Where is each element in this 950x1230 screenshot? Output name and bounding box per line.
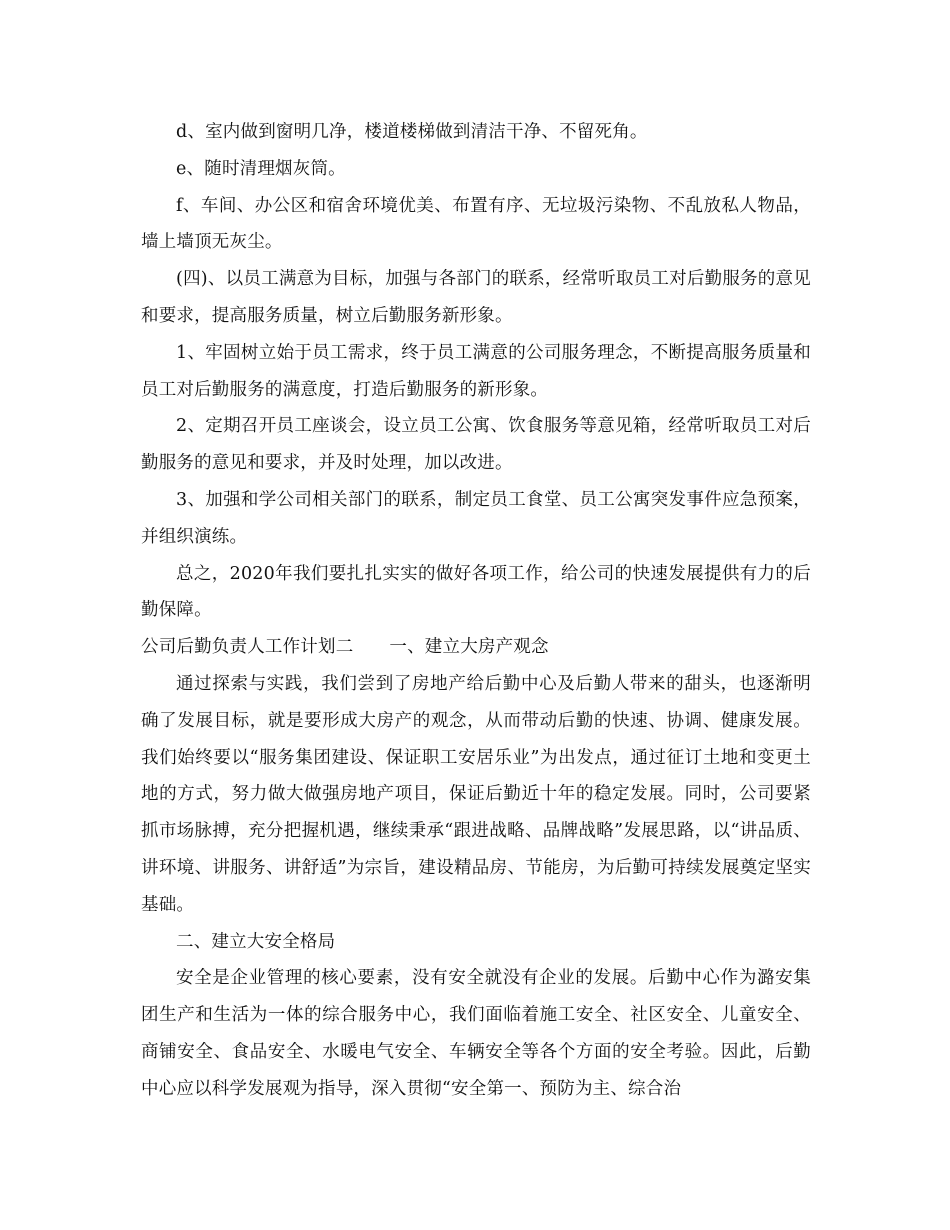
paragraph-summary: 总之，2020年我们要扎扎实实的做好各项工作，给公司的快速发展提供有力的后勤保障。 <box>141 563 811 621</box>
paragraph-d: d、室内做到窗明几净，楼道楼梯做到清洁干净、不留死角。 <box>176 122 648 142</box>
paragraph-e: e、随时清理烟灰筒。 <box>176 158 346 179</box>
paragraph-section-4: (四)、以员工满意为目标，加强与各部门的联系，经常听取员工对后勤服务的意见和要求，提高服务质量，树立后勤服务新形象。 <box>141 269 811 326</box>
document-body <box>141 114 811 1108</box>
section-title: 公司后勤负责人工作计划二 <box>141 637 354 658</box>
paragraph-item-2: 2、定期召开员工座谈会，设立员工公寓、饮食服务等意见箱，经常听取员工对后勤服务的意见和要求，并及时处理，加以改进。 <box>141 416 811 474</box>
paragraph-item-3: 3、加强和学公司相关部门的联系，制定员工食堂、员工公寓突发事件应急预案，并组织演练。 <box>141 489 811 547</box>
paragraph-f: f、车间、办公区和宿舍环境优美、布置有序、无垃圾污染物、不乱放私人物品，墙上墙顶无灰尘。 <box>141 195 811 253</box>
paragraph-safety: 安全是企业管理的核心要素，没有安全就没有企业的发展。后勤中心作为潞安集团生产和生活为一体的综合服务中心，我们面临着施工安全、社区安全、儿童安全、商铺安全、食品安全、水暖电气安全、车辆安全等各个方面的安全考验。因此，后勤中心应以科学发展观为指导，深入贯彻“安全第一、预防为主、综合治 <box>141 968 811 1099</box>
heading-safety: 二、建立大安全格局 <box>176 931 336 952</box>
section-subtitle: 一、建立大房产观念 <box>389 637 549 658</box>
section-heading <box>141 629 811 666</box>
paragraph-real-estate: 通过探索与实践，我们尝到了房地产给后勤中心及后勤人带来的甜头，也逐渐明确了发展目标，就是要形成大房产的观念，从而带动后勤的快速、协调、健康发展。我们始终要以“服务集团建设、保证职工安居乐业”为出发点，通过征订土地和变更土地的方式，努力做大做强房地产项目，保证后勤近十年的稳定发展。同时，公司要紧抓市场脉搏，充分把握机遇，继续秉承“跟进战略、品牌战略”发展思路，以“讲品质、讲环境、讲服务、讲舒适”为宗旨，建设精品房、节能房，为后勤可持续发展奠定坚实基础。 <box>141 673 811 915</box>
paragraph-item-1: 1、牢固树立始于员工需求，终于员工满意的公司服务理念，不断提高服务质量和员工对后勤服务的满意度，打造后勤服务的新形象。 <box>141 342 811 400</box>
